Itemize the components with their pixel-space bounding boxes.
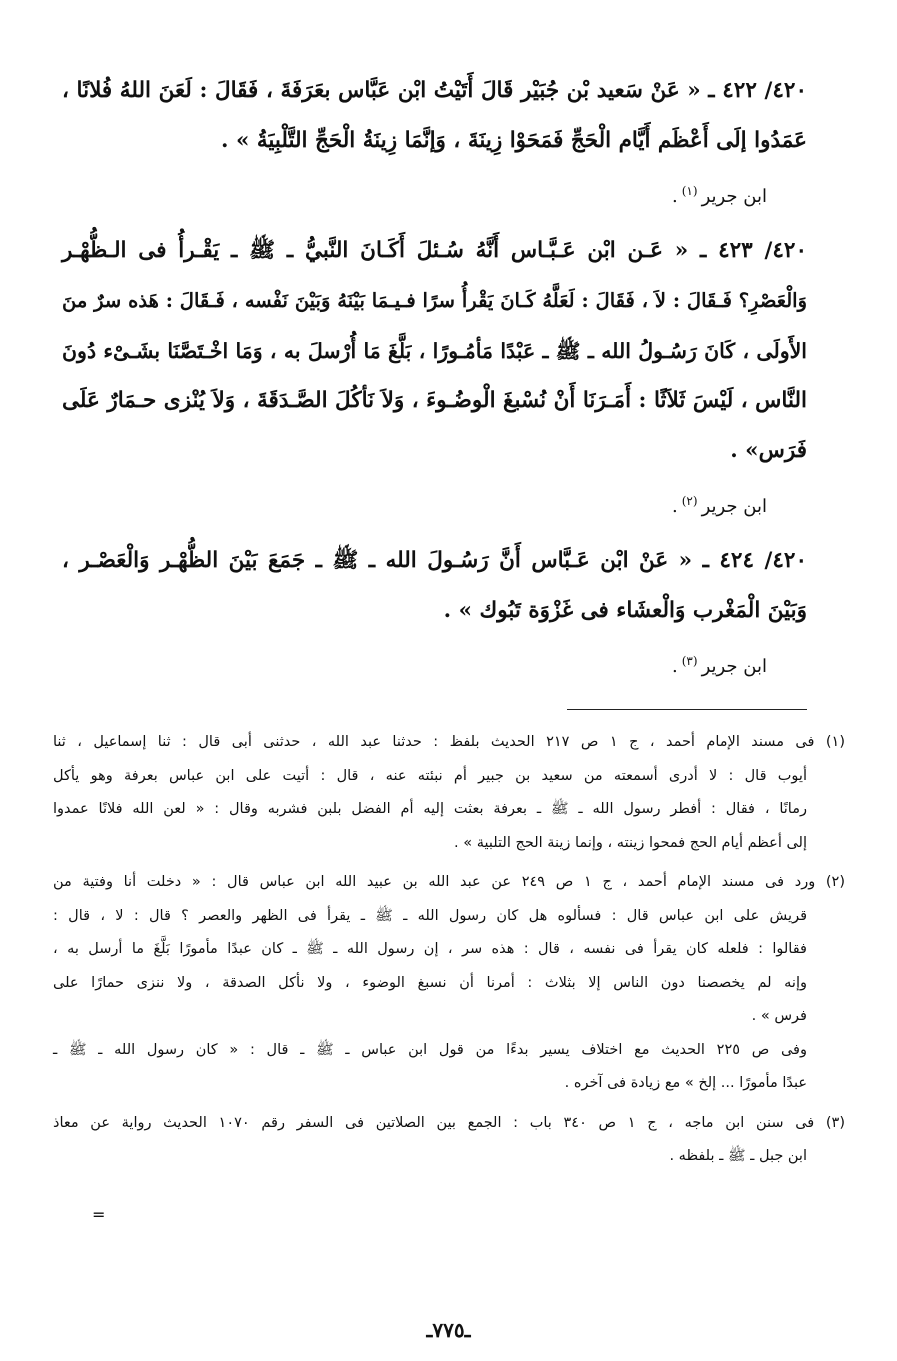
hadith-422 [62,66,807,222]
footnotes [53,726,845,1180]
hadith-source: ابن جرير$^{(١)}$. [672,184,767,207]
main-text [62,66,807,696]
footnote-line: وإنه لم يخصصنا دون الناس إلا بثلاث : أمرنا أن نسبغ الوضوء ، ولا نأكل الصدقة ، ولا ننزى حمارًا على [53,974,807,991]
footnote-line: رمانًا ، فقال : أفطر رسول الله ـ ﷺ ـ بعرفة بعثت إليه أم الفضل بلبن فشربه وقال : « لعن الله فلانًا عمدوا [53,801,807,817]
hadith-424 [62,536,807,692]
footnote-ref: (١) [681,184,698,198]
source-name: ابن جرير [701,186,767,207]
footnote-line: عبدًا مأمورًا ... إلخ » مع زيادة فى آخره . [564,1075,807,1091]
hadith-text-line: النَّاس ، لَيْسَ ثَلاَثًا : أَمَـرَنَا أَنْ نُسْبغَ الْوضُـوءَ ، وَلاَ نَأكُلَ الصَّـدَقَةَ ، وَلاَ يُنْزى حـمَارٌ عَلَى [62,388,807,413]
footnote-line: أيوب قال : لا أدرى أسمعته من سعيد بن جبير أم نبئته عنه ، قال : أتيت على ابن عباس بعرفة وهو يأكل [53,767,807,784]
footnote-2 [53,866,845,1101]
hadith-423 [62,226,807,532]
footnote-line: (٢) ورد فى مسند الإمام أحمد ، ج ١ ص ٢٤٩ عن عبد الله بن عبيد الله ابن عباس قال : « دخلت أنا وفتية من [53,874,846,890]
footnote-line: ابن جبل ـ ﷺ ـ بلفظه . [669,1148,807,1164]
hadith-text-line: عَمَدُوا إلَى أَعْظَم أَيَّام الْحَجِّ فَمَحَوْا زِينَةَ ، وَإنَّمَا زِينَةُ الْحَجِّ التَّلْبِيَةُ » . [220,128,807,153]
footnote-1 [53,726,845,860]
footnote-line: فقالوا : فلعله كان يقرأ فى نفسه ، قال : هذه سر ، إن رسول الله ـ ﷺ ـ كان عبدًا مأمورًا بَلَّغَ ما أرسل به ، [53,941,807,957]
hadith-text-line: وَبَيْنَ الْمَغْرب وَالْعشَاء فى غَزْوَة تَبُوك » . [443,598,807,623]
source-name: ابن جرير [701,656,767,677]
footnote-3 [53,1107,845,1174]
hadith-text-line: ٤٢٠/ ٤٢٣ ـ « عَـن ابْن عَـبَّـاس أَنَّهُ سُـئلَ أَكَـانَ النَّبيُّ ـ ﷺ ـ يَقْـرأُ فى الـظُّهْـر [62,238,808,263]
footnote-line: (٣) فى سنن ابن ماجه ، ج ١ ص ٣٤٠ باب : الجمع بين الصلاتين فى السفر رقم ١٠٧٠ الحديث رواية عن معاذ [53,1114,846,1131]
footnote-ref: (٣) [681,654,698,668]
footnote-line: إلى أعظم أيام الحج فمحوا زينته ، وإنما زينة الحج التلبية » . [454,834,807,851]
page-number: ـ٧٧٥ـ [426,1318,471,1342]
source-name: ابن جرير [701,496,767,517]
footnote-line: (١) فى مسند الإمام أحمد ، ج ١ ص ٢١٧ الحديث بلفظ : حدثنا عبد الله ، حدثنى أبى قال : ثنا إسماعيل ، ثنا [53,734,845,750]
hadith-text-line: ٤٢٠/ ٤٢٤ ـ « عَنْ ابْن عَـبَّاس أَنَّ رَسُـولَ الله ـ ﷺ ـ جَمَعَ بَيْنَ الظُّهْـر وَالْعَصْـر ، [62,548,807,573]
hadith-source: ابن جرير$^{(٢)}$. [672,494,767,517]
footnote-line: قريش على ابن عباس قال : فسألوه هل كان رسول الله ـ ﷺ ـ يقرأ فى الظهر والعصر ؟ قال : لا ، قال : [53,907,807,924]
continuation-mark: = [92,1205,106,1224]
footnote-separator [567,709,807,710]
footnote-ref: (٢) [681,494,698,508]
hadith-text-line: الأَولَى ، كَانَ رَسُـولُ الله ـ ﷺ ـ عَبْدًا مَأمُـورًا ، بَلَّغَ مَا أُرْسلَ به ، وَمَا اخْـتَصَّنَا بشَـىْء دُونَ [62,339,807,363]
hadith-text-line: فَرَس» . [730,438,807,463]
hadith-text-line: وَالْعَصْرِ؟ فَـقَالَ : لاَ ، فَقَالَ : لَعَلَّهُ كَـانَ يَقْرأُ سرًا فـيـمَا بَيْنَهُ وَبَيْنَ نَفْسه ، فَـقَالَ : هَذه سرٌ منَ [62,289,807,312]
hadith-source: ابن جرير$^{(٣)}$. [672,654,767,677]
footnote-line: وفى ص ٢٢٥ الحديث مع اختلاف يسير بدءًا من قول ابن عباس ـ ﷺ ـ قال : « كان رسول الله ـ ﷺ ـ [53,1041,807,1058]
footnote-line: فرس » . [751,1008,807,1024]
hadith-text-line: ٤٢٠/ ٤٢٢ ـ « عَنْ سَعيد بْن جُبَيْر قَالَ أَتَيْتُ ابْن عَبَّاس بعَرَفَةَ ، فَقَالَ : لَعَنَ اللهُ فُلانًا ، [62,78,807,103]
